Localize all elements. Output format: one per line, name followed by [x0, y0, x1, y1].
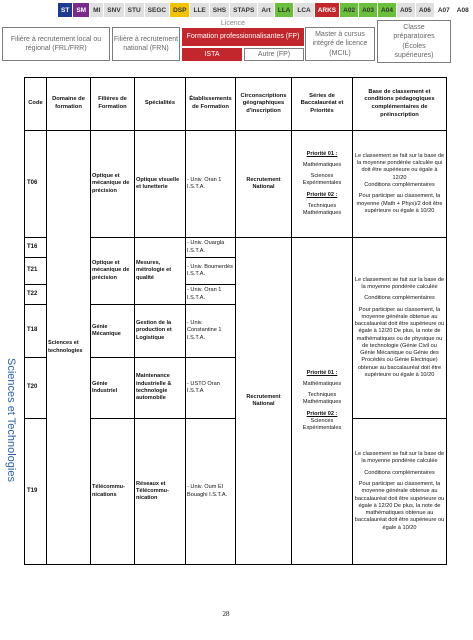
col-etablissements: Établissements de Formation — [186, 78, 236, 131]
ista-box: ISTA — [182, 48, 242, 61]
col-domaine: Domaine de formation — [47, 78, 91, 131]
conditions-title: Conditions complémentaires — [364, 295, 435, 302]
autre-fp-box: Autre (FP) — [244, 48, 304, 61]
tab-a07[interactable]: A07 — [435, 3, 454, 17]
filiere-cell: Télécommu-nications — [91, 419, 135, 565]
series-item: Techniques Mathématiques — [302, 392, 342, 406]
tab-a02[interactable]: A02 — [340, 3, 359, 17]
classe-prep-box: Classe préparatoires (Écoles supérieures) — [377, 20, 451, 63]
series-item: Mathématiques — [302, 380, 342, 387]
series-item: Mathématiques — [302, 161, 342, 168]
fp-box: Formation professionnalisantes (FP) — [182, 28, 304, 46]
licence-title: Licence — [220, 20, 246, 28]
etablissement-cell: - USTO Oran I.S.T.A — [186, 358, 236, 419]
code-cell: T20 — [25, 358, 47, 419]
series-item: Techniques Mathématiques — [302, 202, 342, 217]
tab-shs[interactable]: SHS — [210, 3, 230, 17]
mcil-box: Master à cursus intégré de licence (MCIL) — [305, 27, 375, 61]
tab-segc[interactable]: SEGC — [145, 3, 170, 17]
frn-box: Filière à recrutement national (FRN) — [112, 27, 180, 61]
page-number: 28 — [222, 610, 230, 618]
col-base: Base de classement et conditions pédagogiques complémentaires de préinscription — [353, 78, 447, 131]
priority-2-label: Priorité 02 : — [306, 191, 338, 198]
code-cell: T19 — [25, 419, 47, 565]
tab-a03[interactable]: A03 — [359, 3, 378, 17]
specialite-cell: Réseaux et Télécommu-nication — [135, 419, 186, 565]
header-row — [25, 78, 447, 131]
tab-a08[interactable]: A08 — [454, 3, 473, 17]
specialite-cell: Gestion de la production et Logistique — [135, 305, 186, 358]
specialite-cell: Optique visuelle et lunetterie — [135, 131, 186, 238]
tab-a06[interactable]: A06 — [416, 3, 435, 17]
conditions-text: Pour participer au classement, la moyenne générale obtenue au baccalauréat doit être supérieure ou égale à 12/20 De plus, la note de mathématiques ou de physique ou de technologie (Génie Civil ou Génie Mécanique ou Génie des Procédés ou Génie Electrique) obtenue au baccalauréat doit être supérieure ou égale à 10/20 — [354, 306, 445, 378]
tab-dsp[interactable]: DSP — [170, 3, 190, 17]
filiere-cell: Optique et mécanique de précision — [91, 238, 135, 305]
series-cell — [292, 131, 353, 238]
filiere-cell: Génie Industriel — [91, 358, 135, 419]
code-cell: T22 — [25, 285, 47, 305]
code-cell: T06 — [25, 131, 47, 238]
tab-staps[interactable]: STAPS — [230, 3, 258, 17]
code-cell: T16 — [25, 238, 47, 258]
base-cell — [353, 131, 447, 238]
table-row — [25, 131, 447, 238]
tab-lla[interactable]: LLA — [275, 3, 295, 17]
etablissement-cell: - Univ. Boumerdès I.S.T.A. — [186, 258, 236, 285]
base-cell — [353, 238, 447, 419]
tab-stu[interactable]: STU — [125, 3, 145, 17]
tab-lle[interactable]: LLE — [190, 3, 209, 17]
etablissement-cell: - Univ. Ouargla I.S.T.A. — [186, 238, 236, 258]
filiere-tabs — [58, 3, 473, 17]
tab-st[interactable]: ST — [58, 3, 73, 17]
specialite-cell: Maintenance industrielle & technologie automobile — [135, 358, 186, 419]
col-specialites: Spécialités — [135, 78, 186, 131]
etablissement-cell: - Univ. Oran 1 I.S.T.A. — [186, 285, 236, 305]
series-cell — [292, 238, 353, 565]
tab-lca[interactable]: LCA — [294, 3, 314, 17]
circonscription-cell: Recrutement National — [236, 131, 292, 238]
circonscription-cell: Recrutement National — [236, 238, 292, 565]
tab-mi[interactable]: MI — [90, 3, 104, 17]
tab-arks[interactable]: ARKS — [315, 3, 340, 17]
base-cell — [353, 419, 447, 565]
priority-1-label: Priorité 01 : — [306, 150, 338, 157]
col-code: Code — [25, 78, 47, 131]
conditions-title: Conditions complémentaires — [364, 469, 435, 476]
conditions-text: Pour participer au classement, la moyenne (Math + Phys)/2 doit être supérieure ou égale à 10/20 — [356, 193, 443, 214]
admission-table — [24, 77, 447, 565]
etablissement-cell: - Univ. Oran 1 I.S.T.A. — [186, 131, 236, 238]
tab-a05[interactable]: A05 — [397, 3, 416, 17]
side-label — [0, 240, 22, 600]
priority-1-label: Priorité 01 : — [306, 369, 338, 376]
col-circonscriptions: Circonscriptions géographiques d'inscription — [236, 78, 292, 131]
etablissement-cell: - Univ. Oum El Bouaghi I.S.T.A. — [186, 419, 236, 565]
code-cell: T18 — [25, 305, 47, 358]
etablissement-cell: - Univ. Constantine 1 I.S.T.A. — [186, 305, 236, 358]
filiere-cell: Optique et mécanique de précision — [91, 131, 135, 238]
domaine-cell: Sciences et technologies — [47, 131, 91, 565]
base-intro: Le classement se fait sur la base de la moyenne pondérée calculée — [354, 451, 445, 465]
conditions-text: Pour participer au classement, la moyenne générale obtenue au baccalauréat doit être supérieure ou égale à 12/20 De plus, la note de mathématiques obtenue au baccalauréat doit être supérieure ou égale à 10/20 — [354, 480, 445, 531]
base-intro: Le classement se fait sur la base de la moyenne pondérée calculée — [354, 276, 445, 291]
tab-art[interactable]: Art — [258, 3, 274, 17]
tab-snv[interactable]: SNV — [104, 3, 124, 17]
frl-box: Filière à recrutement local ou régional (FRL/FRR) — [2, 27, 110, 61]
tab-a04[interactable]: A04 — [378, 3, 397, 17]
priority-2-label: Priorité 02 : — [306, 410, 338, 417]
filiere-cell: Génie Mécanique — [91, 305, 135, 358]
conditions-title: Conditions complémentaires — [364, 182, 435, 188]
code-cell: T21 — [25, 258, 47, 285]
series-item: Sciences Expérimentales — [302, 173, 342, 187]
series-item: Sciences Expérimentales — [302, 417, 342, 432]
col-series: Séries de Baccalauréat et Priorités — [292, 78, 353, 131]
specialite-cell: Mesures, métrologie et qualité — [135, 238, 186, 305]
col-filieres: Filières de Formation — [91, 78, 135, 131]
side-label-text: Sciences et Technologies — [5, 358, 17, 482]
base-intro: Le classement se fait sur la base de la moyenne pondérée calculée qui doit être supérieure ou égale à 12/20 — [354, 152, 445, 181]
tab-sm[interactable]: SM — [73, 3, 90, 17]
